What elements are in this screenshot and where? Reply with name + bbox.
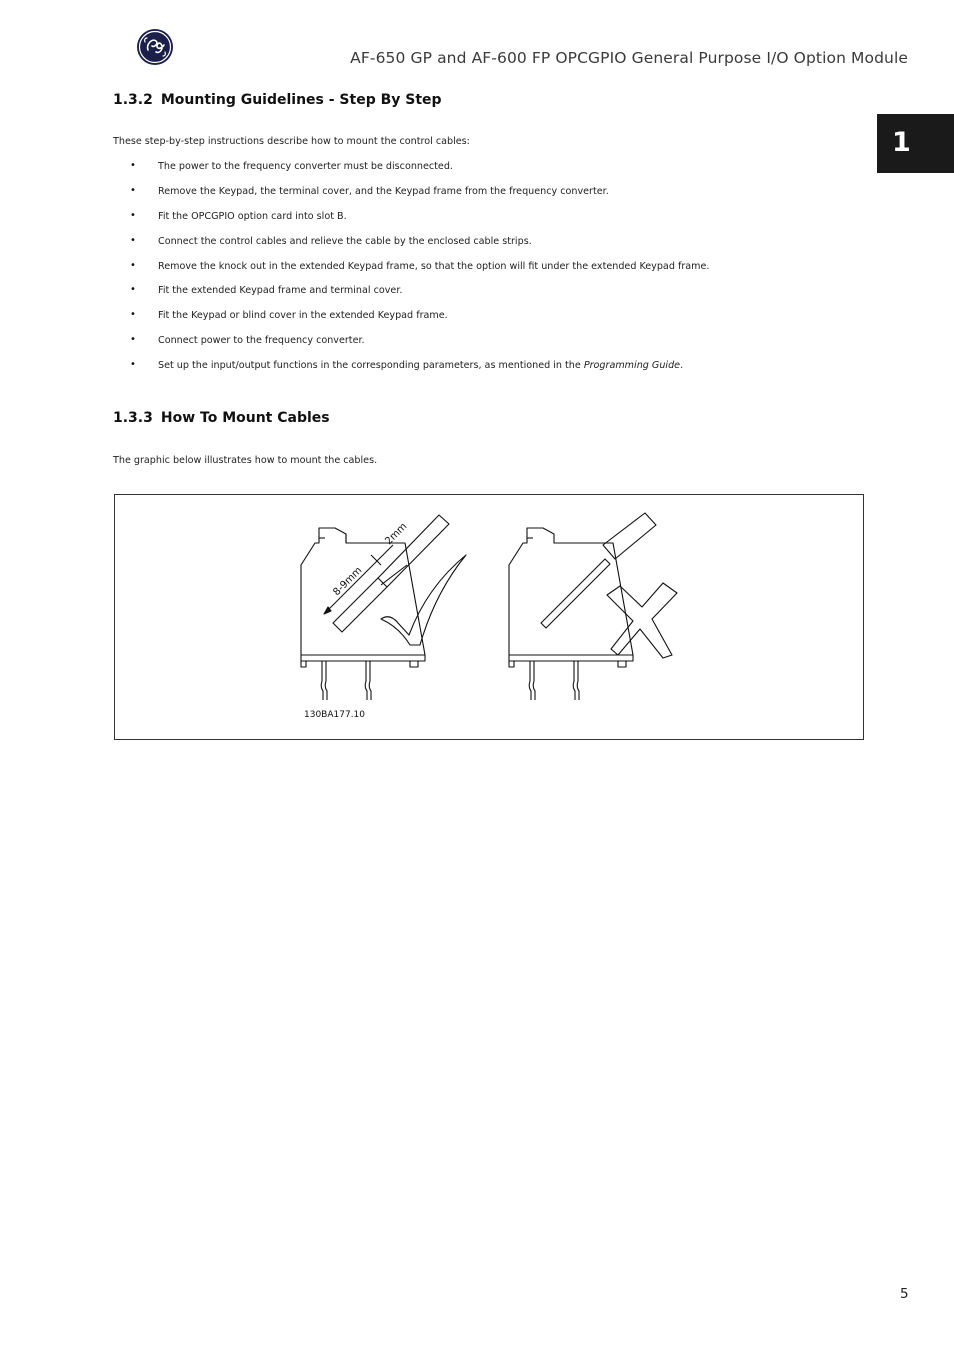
insert-length-label: 8-9mm bbox=[331, 565, 365, 599]
step-text: Connect the control cables and relieve the cable by the enclosed cable strips. bbox=[158, 235, 532, 247]
mounting-intro-text: These step-by-step instructions describe how to mount the control cables: bbox=[113, 136, 470, 147]
step-text-suffix: . bbox=[680, 360, 684, 372]
ge-monogram-icon bbox=[136, 28, 174, 66]
bullet-icon: • bbox=[130, 334, 136, 346]
programming-guide-reference: Programming Guide bbox=[583, 360, 681, 372]
chapter-number: 1 bbox=[892, 127, 911, 158]
cable-mounting-illustration bbox=[115, 495, 863, 739]
chapter-tab bbox=[877, 114, 954, 173]
bullet-icon: • bbox=[130, 359, 136, 371]
step-text: Remove the Keypad, the terminal cover, and the Keypad frame from the frequency converter. bbox=[158, 185, 609, 197]
bullet-icon: • bbox=[130, 184, 136, 196]
bullet-icon: • bbox=[130, 209, 136, 221]
ge-logo bbox=[136, 28, 174, 66]
page-number: 5 bbox=[900, 1286, 909, 1302]
section-heading-how-to-mount-cables bbox=[113, 410, 330, 426]
document-title: AF-650 GP and AF-600 FP OPCGPIO General Purpose I/O Option Module bbox=[350, 49, 908, 67]
bullet-icon: • bbox=[130, 160, 136, 171]
step-text: Fit the Keypad or blind cover in the extended Keypad frame. bbox=[158, 310, 448, 322]
figure-id: 130BA177.10 bbox=[304, 710, 366, 720]
bullet-icon: • bbox=[130, 234, 136, 246]
step-text bbox=[158, 360, 683, 371]
bullet-icon: • bbox=[130, 259, 136, 271]
section-title: Mounting Guidelines - Step By Step bbox=[160, 92, 442, 108]
step-text: The power to the frequency converter must be disconnected. bbox=[158, 161, 453, 172]
strip-length-label: 2mm bbox=[383, 521, 410, 548]
terminal-block-correct bbox=[301, 515, 466, 700]
section-number: 1.3.2 bbox=[113, 92, 153, 108]
bullet-icon: • bbox=[130, 284, 136, 296]
cables-intro-text: The graphic below illustrates how to mount the cables. bbox=[113, 455, 378, 466]
section-title: How To Mount Cables bbox=[160, 410, 330, 426]
bullet-icon: • bbox=[130, 309, 136, 321]
section-heading-mounting-guidelines bbox=[113, 92, 442, 108]
step-text: Fit the OPCGPIO option card into slot B. bbox=[158, 210, 347, 222]
terminal-block-incorrect bbox=[509, 513, 677, 700]
step-text-main: Set up the input/output functions in the corresponding parameters, as mentioned in the bbox=[158, 360, 584, 372]
step-text: Connect power to the frequency converter. bbox=[158, 335, 365, 347]
step-text: Fit the extended Keypad frame and terminal cover. bbox=[158, 285, 403, 297]
cable-mounting-figure bbox=[114, 494, 864, 740]
section-number: 1.3.3 bbox=[113, 410, 153, 426]
step-text: Remove the knock out in the extended Keypad frame, so that the option will fit under the extended Keypad frame. bbox=[158, 260, 710, 272]
